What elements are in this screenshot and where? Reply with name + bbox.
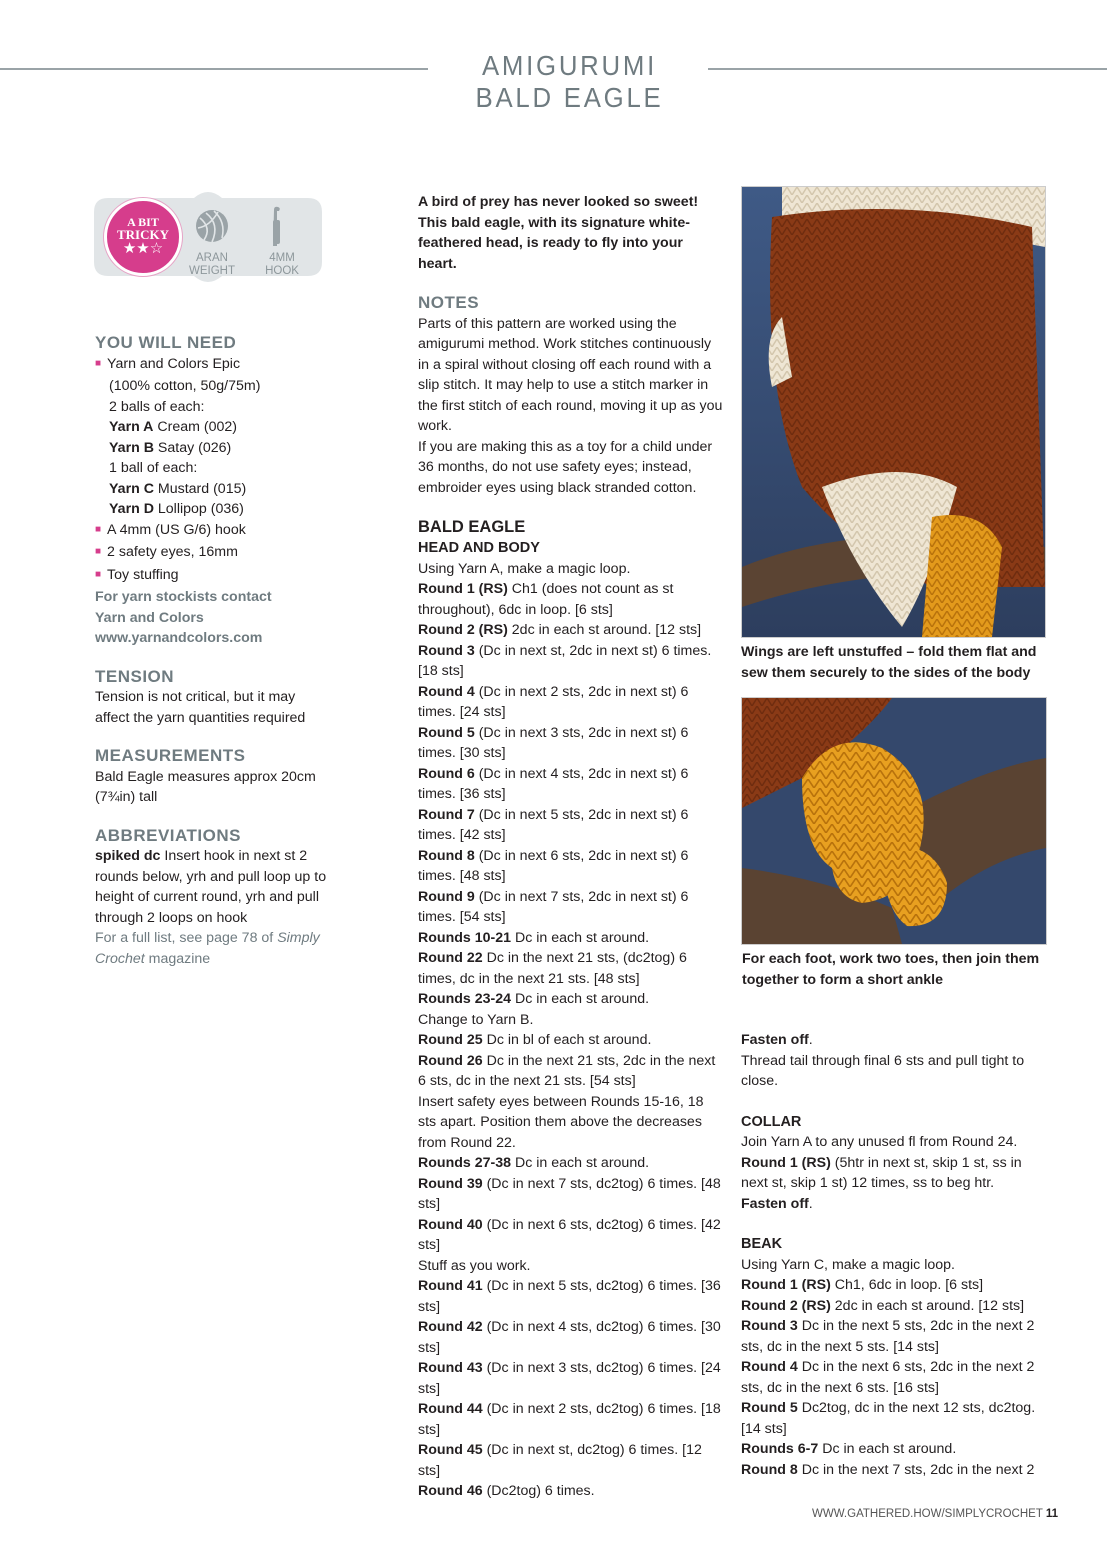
head-body-line (418, 948, 724, 989)
stockists-line-1: For yarn stockists contact (95, 589, 272, 605)
yarn-a-value: Cream (002) (153, 419, 237, 435)
head-body-round-label: Round 46 (418, 1483, 483, 1499)
fasten-off-2-dot: . (808, 1195, 813, 1212)
header-rule-right (708, 68, 1107, 70)
head-body-round-text: Change to Yarn B. (418, 1011, 534, 1028)
head-body-round-label: Round 44 (418, 1401, 483, 1417)
yarn-weight-label-1: ARAN (196, 252, 228, 264)
full-list-text-1: For a full list, see page 78 of (95, 930, 278, 946)
notes-heading: NOTES (418, 293, 480, 312)
head-body-round-label: Round 45 (418, 1442, 483, 1458)
yarn-detail: (100% cotton, 50g/75m) (109, 378, 261, 394)
beak-round-text: 2dc in each st around. [12 sts] (830, 1297, 1025, 1314)
head-body-round-text: Stuff as you work. (418, 1257, 531, 1274)
yarn-item: Yarn and Colors Epic (107, 355, 241, 372)
beak-round-text: Using Yarn C, make a magic loop. (741, 1256, 955, 1273)
collar-round-1-label: Round 1 (RS) (741, 1154, 831, 1171)
head-body-line (418, 1010, 724, 1031)
beak-round-label: Round 5 (741, 1400, 798, 1416)
list-item-eyes (95, 542, 327, 565)
eagle-foot-image (742, 698, 1046, 944)
two-balls-label: 2 balls of each: (109, 398, 205, 415)
page-number: 11 (1045, 1508, 1059, 1520)
beak-round-label: Round 4 (741, 1359, 798, 1375)
head-body-line (418, 579, 724, 620)
foot-photo (741, 697, 1047, 945)
measurements-heading: MEASUREMENTS (95, 746, 246, 765)
collar-round-1 (741, 1153, 1047, 1194)
yarn-ball-icon (194, 208, 230, 244)
head-body-round-label: Round 5 (418, 724, 475, 741)
head-body-round-text: Dc in the next 21 sts, (dc2tog) 6 times, dc in the next 21 sts. [48 sts] (418, 950, 687, 987)
beak-round-text: Dc2tog, dc in the next 12 sts, dc2tog. [14 sts] (741, 1400, 1036, 1437)
head-body-round-label: Round 40 (418, 1216, 483, 1233)
head-body-line (418, 723, 724, 764)
difficulty-badge-line2: TRICKY (116, 227, 169, 242)
eyes-item: 2 safety eyes, 16mm (107, 544, 238, 560)
head-body-round-text: Dc in bl of each st around. (482, 1032, 652, 1048)
abbreviations-heading: ABBREVIATIONS (95, 825, 241, 845)
beak-line (741, 1316, 1047, 1357)
yarn-d-line (95, 499, 327, 520)
head-body-round-text: (Dc in next 5 sts, 2dc in next st) 6 times. [42 sts] (418, 806, 689, 843)
head-body-round-text: (Dc in next 4 sts, 2dc in next st) 6 times. [36 sts] (418, 765, 689, 802)
head-body-line (418, 559, 724, 580)
beak-round-label: Round 8 (741, 1461, 798, 1478)
head-body-line (418, 1317, 724, 1358)
head-body-round-label: Round 7 (418, 806, 475, 823)
notes-paragraph-2: If you are making this as a toy for a child under 36 months, do not use safety eyes; instead, embroider eyes using black stranded cotton. (418, 438, 713, 496)
head-body-round-text: (Dc in next 6 sts, 2dc in next st) 6 times. [48 sts] (418, 847, 689, 884)
beak-round-text: Dc in the next 6 sts, 2dc in the next 2 sts, dc in the next 6 sts. [16 sts] (741, 1359, 1035, 1396)
head-and-body-heading: HEAD AND BODY (418, 540, 540, 556)
head-body-line (418, 1215, 724, 1256)
beak-round-text: Dc in the next 5 sts, 2dc in the next 2 sts, dc in the next 5 sts. [14 sts] (741, 1318, 1035, 1355)
list-item-hook (95, 520, 327, 543)
head-body-line (418, 764, 724, 805)
head-body-round-label: Round 9 (418, 888, 475, 905)
head-body-line (418, 682, 724, 723)
head-body-round-text: Dc in each st around. (511, 991, 650, 1007)
head-body-round-label: Rounds 23-24 (418, 991, 512, 1007)
head-body-round-text: Insert safety eyes between Rounds 15-16, 18 sts apart. Position them above the decreases from Round 22. (418, 1093, 704, 1151)
head-body-round-label: Round 25 (418, 1032, 483, 1048)
page-title: AMIGURUMI BALD EAGLE (475, 50, 664, 113)
beak-instructions (741, 1255, 1047, 1481)
fasten-off-2-label: Fasten off (741, 1195, 809, 1212)
beak-line (741, 1296, 1047, 1317)
beak-round-text: Dc in each st around. (818, 1441, 957, 1457)
head-body-round-label: Round 41 (418, 1278, 483, 1294)
beak-heading: BEAK (741, 1236, 783, 1252)
head-body-line (418, 620, 724, 641)
head-body-line (418, 1030, 724, 1051)
wing-photo (741, 186, 1046, 638)
beak-round-label: Rounds 6-7 (741, 1441, 819, 1457)
yarn-d-label: Yarn D (109, 501, 154, 517)
fasten-off-2 (741, 1194, 1047, 1215)
head-body-round-text: (Dc in next 3 sts, dc2tog) 6 times. [24 sts] (418, 1360, 721, 1397)
header-rule-left (0, 68, 428, 70)
yarn-c-line (95, 479, 327, 500)
head-body-line (418, 989, 724, 1010)
hook-item: A 4mm (US G/6) hook (107, 521, 246, 538)
head-body-round-label: Round 22 (418, 950, 483, 966)
wing-caption: Wings are left unstuffed – fold them flat and sew them securely to the sides of the body (741, 644, 1037, 681)
collar-round-1-text: (5htr in next st, skip 1 st, ss in next st, skip 1 st) 12 times, ss to beg htr. (741, 1154, 1022, 1191)
head-body-line (418, 928, 724, 949)
collar-heading: COLLAR (741, 1113, 802, 1130)
head-body-round-label: Round 42 (418, 1319, 483, 1335)
difficulty-badge-line1: A BIT (127, 215, 159, 229)
head-body-line (418, 1481, 724, 1502)
hook-size-label-1: 4MM (269, 252, 295, 264)
head-body-round-text: (Dc in next 5 sts, dc2tog) 6 times. [36 sts] (418, 1278, 721, 1315)
head-body-instructions (418, 559, 724, 1502)
yarn-b-label: Yarn B (109, 439, 154, 456)
abbreviation-definition: Insert hook in next st 2 rounds below, yrh and pull loop up to height of current round, yrh and pull through 2 loops on hook (95, 848, 327, 926)
head-body-round-text: Dc in each st around. (511, 1155, 650, 1171)
fasten-off-1 (741, 1030, 1047, 1051)
yarn-b-line (95, 438, 327, 459)
beak-line (741, 1275, 1047, 1296)
difficulty-stars: ★★☆ (122, 240, 164, 257)
head-body-round-label: Round 4 (418, 683, 475, 700)
abbreviation-term: spiked dc (95, 848, 161, 864)
list-item-yarn (95, 354, 327, 377)
head-body-round-text: (Dc2tog) 6 times. (482, 1483, 595, 1499)
full-list-text-2: magazine (144, 950, 211, 967)
yarn-b-value: Satay (026) (153, 439, 232, 456)
head-body-round-label: Rounds 27-38 (418, 1155, 512, 1171)
head-body-round-label: Round 8 (418, 847, 475, 864)
foot-caption: For each foot, work two toes, then join them together to form a short ankle (742, 951, 1040, 988)
middle-column (418, 192, 724, 1502)
head-body-round-text: (Dc in next st, 2dc in next st) 6 times. [18 sts] (418, 642, 712, 679)
head-body-round-label: Round 43 (418, 1360, 483, 1376)
intro-text: A bird of prey has never looked so sweet! This bald eagle, with its signature white-feathered head, is ready to fly into your heart. (418, 194, 699, 272)
head-body-line (418, 1358, 724, 1399)
head-body-round-label: Round 3 (418, 642, 475, 659)
stockists-url[interactable]: www.yarnandcolors.com (95, 630, 263, 646)
yarn-weight-label-2: WEIGHT (189, 265, 235, 277)
head-body-line (418, 1092, 724, 1154)
beak-round-label: Round 2 (RS) (741, 1297, 831, 1314)
right-column (741, 1030, 1047, 1480)
head-body-line (418, 1153, 724, 1174)
measurements-text: Bald Eagle measures approx 20cm (7¾in) tall (95, 768, 316, 805)
beak-line (741, 1255, 1047, 1276)
beak-line (741, 1398, 1047, 1439)
head-body-round-text: 2dc in each st around. [12 sts] (507, 622, 702, 638)
head-body-round-text: (Dc in next st, dc2tog) 6 times. [12 sts] (418, 1442, 702, 1479)
magazine-name: Simply Crochet (95, 930, 320, 967)
stuffing-item: Toy stuffing (107, 566, 179, 583)
hook-size-label-2: HOOK (265, 265, 299, 277)
head-body-line (418, 1174, 724, 1215)
beak-line (741, 1439, 1047, 1460)
tension-text: Tension is not critical, but it may affect the yarn quantities required (95, 689, 306, 726)
yarn-a-line (95, 417, 327, 438)
eagle-wing-image (742, 187, 1045, 637)
head-body-round-text: (Dc in next 3 sts, 2dc in next st) 6 times. [30 sts] (418, 724, 689, 761)
footer (812, 1508, 1058, 1520)
beak-round-text: Ch1, 6dc in loop. [6 sts] (830, 1277, 984, 1293)
fasten-off-1-dot: . (808, 1032, 813, 1048)
head-body-round-label: Round 26 (418, 1052, 483, 1069)
head-body-round-label: Round 6 (418, 765, 475, 782)
crochet-hook-icon (269, 206, 285, 248)
head-body-line (418, 846, 724, 887)
abbreviation-spiked-dc (95, 846, 327, 928)
head-body-line (418, 1256, 724, 1277)
difficulty-panel (94, 186, 322, 288)
beak-line (741, 1357, 1047, 1398)
list-item-stuffing (95, 565, 327, 588)
collar-join: Join Yarn A to any unused fl from Round 24. (741, 1134, 1018, 1150)
head-body-round-text: (Dc in next 7 sts, dc2tog) 6 times. [48 sts] (418, 1175, 721, 1212)
fasten-off-1-label: Fasten off (741, 1032, 809, 1048)
beak-round-label: Round 1 (RS) (741, 1277, 831, 1293)
stockists-line-2: Yarn and Colors (95, 609, 204, 626)
head-body-line (418, 1051, 724, 1092)
head-body-line (418, 887, 724, 928)
head-body-round-text: Dc in each st around. (511, 929, 650, 946)
head-body-round-text: (Dc in next 2 sts, 2dc in next st) 6 times. [24 sts] (418, 683, 689, 720)
head-body-round-text: (Dc in next 4 sts, dc2tog) 6 times. [30 sts] (418, 1319, 721, 1356)
head-body-round-text: (Dc in next 7 sts, 2dc in next st) 6 times. [54 sts] (418, 888, 689, 925)
head-body-line (418, 641, 724, 682)
tension-heading: TENSION (95, 666, 175, 686)
head-body-line (418, 1440, 724, 1481)
one-ball-label: 1 ball of each: (109, 460, 198, 476)
head-body-round-text: (Dc in next 6 sts, dc2tog) 6 times. [42 sts] (418, 1216, 721, 1253)
head-body-round-text: Using Yarn A, make a magic loop. (418, 560, 631, 577)
you-will-need-heading: YOU WILL NEED (95, 333, 237, 352)
head-body-round-label: Round 39 (418, 1175, 483, 1192)
head-body-round-label: Round 2 (RS) (418, 622, 508, 638)
head-body-round-text: Dc in the next 21 sts, 2dc in the next 6 sts, dc in the next 21 sts. [54 sts] (418, 1052, 716, 1089)
beak-line (741, 1460, 1047, 1481)
full-list-note (95, 928, 327, 969)
footer-url[interactable]: WWW.GATHERED.HOW/SIMPLYCROCHET (812, 1508, 1043, 1520)
head-body-round-text: Ch1 (does not count as st throughout), 6dc in loop. [6 sts] (418, 581, 674, 618)
yarn-c-label: Yarn C (109, 480, 154, 497)
thread-tail-text: Thread tail through final 6 sts and pull tight to close. (741, 1052, 1025, 1089)
yarn-d-value: Lollipop (036) (153, 501, 244, 517)
yarn-c-value: Mustard (015) (153, 480, 247, 497)
head-body-round-label: Rounds 10-21 (418, 929, 512, 946)
head-body-round-text: (Dc in next 2 sts, dc2tog) 6 times. [18 sts] (418, 1401, 721, 1438)
difficulty-badge (104, 198, 182, 276)
left-column (95, 333, 327, 969)
notes-paragraph-1: Parts of this pattern are worked using the amigurumi method. Work stitches continuously in a spiral without closing off each round with a slip stitch. It may help to use a stitch marker in the first stitch of each round, moving it up as you work. (418, 315, 723, 434)
head-body-line (418, 1276, 724, 1317)
bald-eagle-heading: BALD EAGLE (418, 518, 526, 536)
head-body-line (418, 1399, 724, 1440)
yarn-a-label: Yarn A (109, 419, 154, 435)
head-body-line (418, 805, 724, 846)
beak-round-text: Dc in the next 7 sts, 2dc in the next 2 (797, 1461, 1035, 1478)
head-body-round-label: Round 1 (RS) (418, 581, 508, 597)
beak-round-label: Round 3 (741, 1318, 798, 1334)
